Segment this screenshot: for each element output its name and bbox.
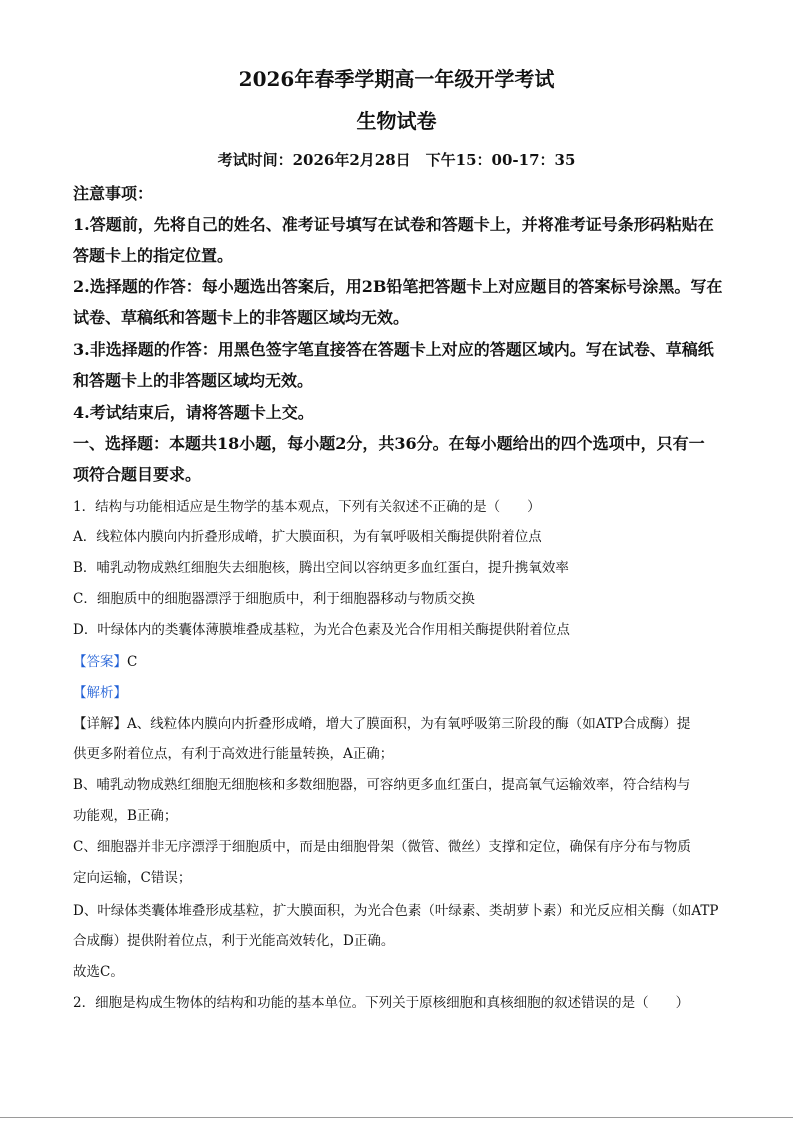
question-1-stem: 1．结构与功能相适应是生物学的基本观点，下列有关叙述不正确的是（ ） bbox=[73, 499, 541, 515]
notice-line: 3.非选择题的作答：用黑色签字笔直接答在答题卡上对应的答题区域内。写在试卷、草稿纸 bbox=[73, 340, 714, 359]
notice-line: 2.选择题的作答：每小题选出答案后，用2B铅笔把答题卡上对应题目的答案标号涂黑。写在 bbox=[73, 277, 723, 296]
question-1-option-b: B．哺乳动物成熟红细胞失去细胞核，腾出空间以容纳更多血红蛋白，提升携氧效率 bbox=[73, 560, 569, 576]
answer-tag: 【答案】 bbox=[73, 654, 127, 670]
page-bottom-divider bbox=[0, 1117, 793, 1118]
notice-line: 4.考试结束后，请将答题卡上交。 bbox=[73, 403, 314, 422]
notice-line: 答题卡上的指定位置。 bbox=[73, 246, 234, 265]
detail-conclusion: 故选C。 bbox=[73, 964, 124, 980]
answer-value: C bbox=[127, 654, 138, 670]
detail-line bbox=[73, 712, 723, 732]
detail-text: A、线粒体内膜向内折叠形成嵴，增大了膜面积，为有氧呼吸第三阶段的酶（如ATP合成酶）提 bbox=[127, 716, 691, 732]
notice-line: 1.答题前，先将自己的姓名、准考证号填写在试卷和答题卡上，并将准考证号条形码粘贴在 bbox=[73, 215, 714, 234]
detail-line: 供更多附着位点，有利于高效进行能量转换，A正确； bbox=[73, 746, 394, 762]
detail-line: B、哺乳动物成熟红细胞无细胞核和多数细胞器，可容纳更多血红蛋白，提高氧气运输效率，符合结构与 bbox=[73, 777, 691, 793]
detail-line: C、细胞器并非无序漂浮于细胞质中，而是由细胞骨架（微管、微丝）支撑和定位，确保有序分布与物质 bbox=[73, 839, 691, 855]
exam-title: 2026年春季学期高一年级开学考试 bbox=[238, 67, 555, 91]
notice-line: 试卷、草稿纸和答题卡上的非答题区域均无效。 bbox=[73, 308, 410, 327]
analysis-line bbox=[73, 681, 723, 701]
question-1-option-d: D．叶绿体内的类囊体薄膜堆叠成基粒，为光合色素及光合作用相关酶提供附着位点 bbox=[73, 622, 570, 638]
detail-tag: 【详解】 bbox=[73, 716, 127, 732]
section-heading: 一、选择题：本题共18小题，每小题2分，共36分。在每小题给出的四个选项中，只有一 bbox=[73, 434, 705, 453]
notice-line: 和答题卡上的非答题区域均无效。 bbox=[73, 371, 314, 390]
detail-line: D、叶绿体类囊体堆叠形成基粒，扩大膜面积，为光合色素（叶绿素、类胡萝卜素）和光反应相关酶（如ATP bbox=[73, 903, 719, 919]
exam-subtitle: 生物试卷 bbox=[356, 109, 437, 133]
notice-heading: 注意事项： bbox=[73, 184, 154, 203]
detail-line: 合成酶）提供附着位点，利于光能高效转化，D正确。 bbox=[73, 933, 395, 949]
exam-time: 考试时间：2026年2月28日 下午15：00-17：35 bbox=[217, 151, 576, 169]
detail-line: 功能观，B正确； bbox=[73, 808, 178, 824]
question-1-option-a: A．线粒体内膜向内折叠形成嵴，扩大膜面积，为有氧呼吸相关酶提供附着位点 bbox=[73, 529, 542, 545]
question-1-option-c: C．细胞质中的细胞器漂浮于细胞质中，利于细胞器移动与物质交换 bbox=[73, 591, 475, 607]
answer-line bbox=[73, 650, 723, 670]
detail-line: 定向运输，C错误； bbox=[73, 870, 192, 886]
analysis-tag: 【解析】 bbox=[73, 685, 127, 701]
section-heading: 项符合题目要求。 bbox=[73, 465, 202, 484]
question-2-stem: 2．细胞是构成生物体的结构和功能的基本单位。下列关于原核细胞和真核细胞的叙述错误的是（ ） bbox=[73, 995, 690, 1011]
